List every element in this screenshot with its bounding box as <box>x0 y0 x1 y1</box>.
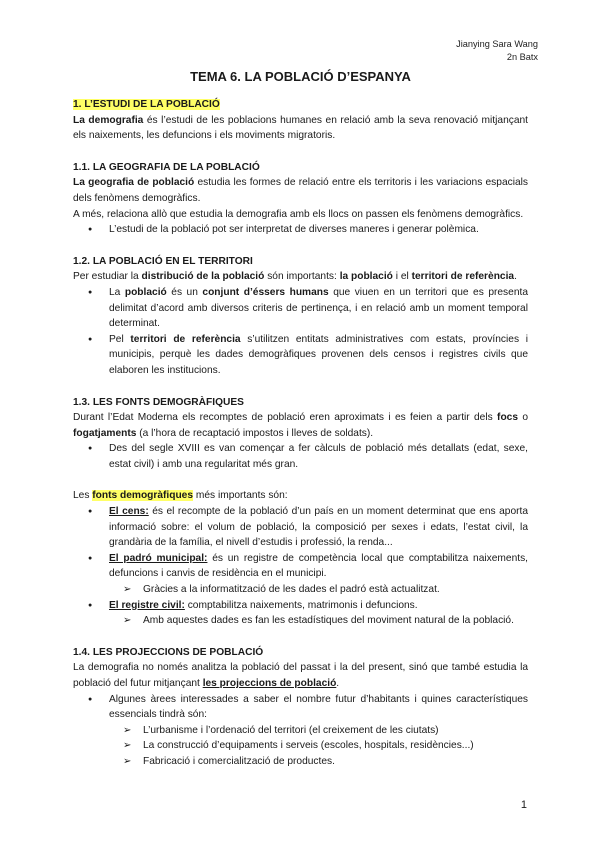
sub-list-item: ➢ Fabricació i comercialització de productes. <box>73 754 528 770</box>
section-1-4-paragraph: La demografia no només analitza la població del passat i la del present, sinó que també estudia la població del futur mitjançant les projeccions de població. <box>73 662 528 689</box>
list-item: ● Pel territori de referència s’utilitzen entitats administratives com estats, províncies i municipis, perquè les dades demogràfiques provenen dels censos i registres civils que elaboren les institucions. <box>73 332 528 379</box>
section-1-2-list <box>73 285 528 379</box>
section-1-3-list <box>73 441 528 472</box>
section-1-2-heading: 1.2. LA POBLACIÓ EN EL TERRITORI <box>73 255 253 267</box>
section-1-2-paragraph: Per estudiar la distribució de la població són importants: la població i el territori de referència. <box>73 271 517 283</box>
section-1-paragraph: La demografia és l’estudi de les poblacions humanes en relació amb la seva renovació mitjançant els naixements, les defuncions i els moviments migratoris. <box>73 114 528 142</box>
list-item-cens: ● El cens: és el recompte de la població d’un país en un moment determinat que ens aporta informació sobre: el volum de població, la composició per sexes i edats, l’estat civil, la grandària de la família, el nivell d’estudis i professió, la renda... <box>73 504 528 551</box>
list-item-registre: ● El registre civil: comptabilitza naixements, matrimonis i defuncions. <box>73 598 528 614</box>
sub-list-item: ➢ L’urbanisme i l’ordenació del territori (el creixement de les ciutats) <box>73 723 528 739</box>
sub-list-item: ➢ La construcció d’equipaments i serveis (escoles, hospitals, residències...) <box>73 738 528 754</box>
section-1-3-paragraph: Durant l’Edat Moderna els recomptes de població eren aproximats i es feien a partir dels focs o fogatjaments (a l’hora de recaptació impostos i lleves de soldats). <box>73 412 529 439</box>
section-1-3-heading: 1.3. LES FONTS DEMOGRÀFIQUES <box>73 396 244 408</box>
section-1-1-heading: 1.1. LA GEOGRAFIA DE LA POBLACIÓ <box>73 161 260 173</box>
document-title: TEMA 6. LA POBLACIÓ D’ESPANYA <box>190 69 411 84</box>
page-header <box>456 38 538 64</box>
sources-intro: Les fonts demogràfiques més importants són: <box>73 490 288 502</box>
section-1-4-heading: 1.4. LES PROJECCIONS DE POBLACIÓ <box>73 646 264 658</box>
list-item: ● L’estudi de la població pot ser interpretat de diverses maneres i generar polèmica. <box>73 222 528 238</box>
author-name: Jianying Sara Wang <box>456 39 538 49</box>
section-1-1-paragraph-1: La geografia de població estudia les formes de relació entre els territoris i les variacions espacials dels fenòmens demogràfics. <box>73 177 528 204</box>
sources-list <box>73 504 528 629</box>
page-content <box>73 66 528 770</box>
list-item: ● Algunes àrees interessades a saber el nombre futur d’habitants i quines característiques essencials tindrà són: <box>73 692 528 723</box>
list-item-padro: ● El padró municipal: és un registre de competència local que comptabilitza naixements, defuncions i canvis de residència en el municipi. <box>73 551 528 582</box>
course-label: 2n Batx <box>506 52 538 62</box>
section-1-1-list <box>73 222 528 238</box>
list-item: ● La població és un conjunt d’éssers humans que viuen en un territori que es presenta delimitat d’acord amb diversos criteris de pertinença, i en relació amb un moment temporal determinat. <box>73 285 528 332</box>
sub-list-item: ➢ Gràcies a la informatització de les dades el padró està actualitzat. <box>73 582 528 598</box>
page-number: 1 <box>520 799 527 812</box>
list-item: ● Des del segle XVIII es van començar a fer càlculs de població més detallats (edat, sexe, estat civil) i amb una regularitat més gran. <box>73 441 528 472</box>
sub-list-item: ➢ Amb aquestes dades es fan les estadístiques del moviment natural de la població. <box>73 613 528 629</box>
section-1-1-paragraph-2: A més, relaciona allò que estudia la demografia amb els llocs on passen els fenòmens demogràfics. <box>73 208 524 220</box>
section-1-4-list <box>73 692 528 770</box>
section-1-heading: 1. L’ESTUDI DE LA POBLACIÓ <box>73 99 220 110</box>
